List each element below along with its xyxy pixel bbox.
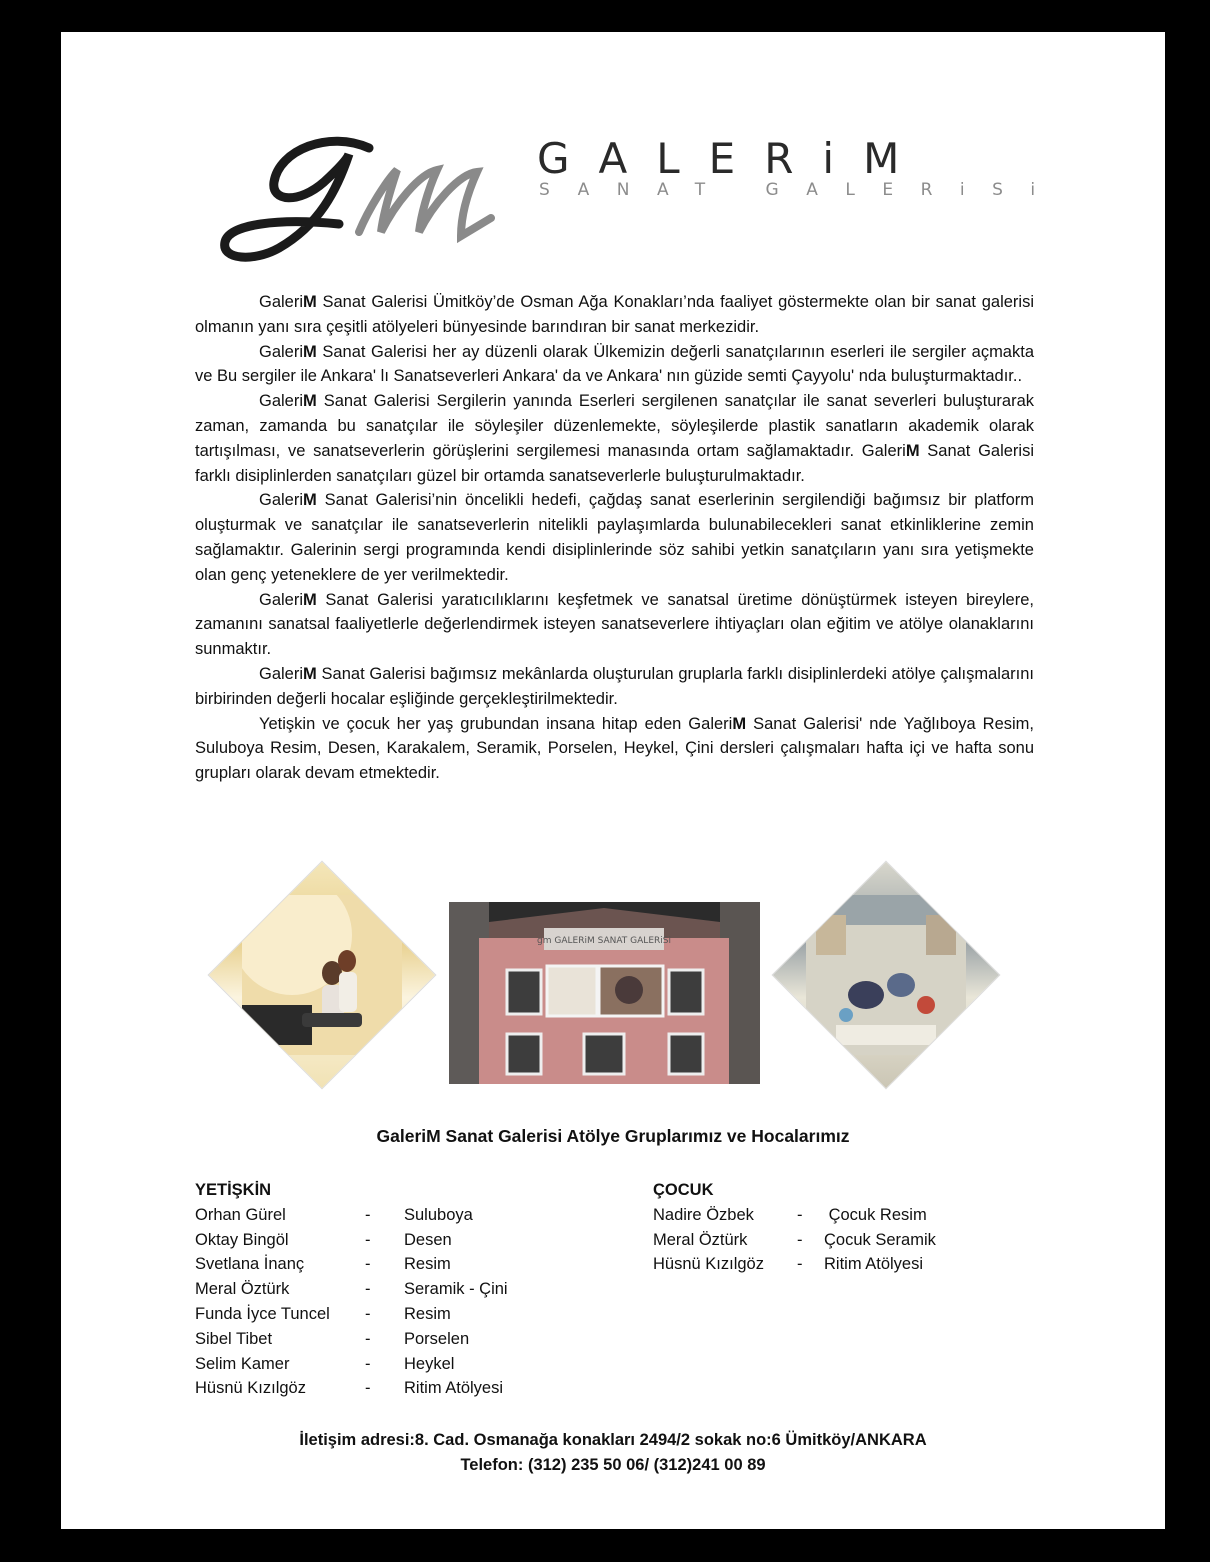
paragraph-text: Galeri — [259, 590, 304, 609]
paragraph — [195, 662, 1034, 712]
paragraph-text: Galeri — [259, 664, 304, 683]
course-name: Ritim Atölyesi — [824, 1255, 924, 1274]
teacher-name: Funda İyce Tuncel — [195, 1304, 330, 1323]
teacher-row — [195, 1302, 604, 1327]
course-name: Ritim Atölyesi — [404, 1379, 504, 1398]
paragraph — [195, 290, 1034, 340]
bold-letter: M — [303, 392, 317, 411]
separator-dash: - — [365, 1304, 371, 1323]
logo-subtitle: SANAT GALERiSi — [539, 180, 1063, 200]
bold-letter: M — [303, 664, 317, 683]
teacher-row — [195, 1327, 604, 1352]
paragraph-text: Sanat Galerisi Sergilerin yanında Eserleri sergilenen sanatçılar ile sanat severleri buluşturarak zaman, zamanda bu sanatçılar ile söyleşiler düzenlemekte, söyleşilerde plastik sanatların akademik olarak tartışılması, ve sanatseverlerin görüşlerini sergilemesi manasında ortam sağlamaktadır. Galeri — [195, 392, 1034, 460]
separator-dash: - — [797, 1205, 803, 1224]
paragraph-text: Sanat Galerisi Ümitköy’de Osman Ağa Konakları’nda faaliyet göstermekte olan bir sanat galerisi olmanın yanı sıra çeşitli atölyeleri bünyesinde barındıran bir sanat merkezidir. — [195, 293, 1034, 336]
paragraph-text: Sanat Galerisi’nin öncelikli hedefi, çağdaş sanat eserlerinin sergilendiği bağımsız bir platform oluşturmak ve sanatçılar ile sanatseverlerin nitelikli paylaşımlarda bulunabilecekleri sanat etkinliklerine zemin sağlamaktır. Galerinin sergi programında kendi disiplinlerinde söz sahibi yetkin sanatçıların yanı sıra yetişmekte olan genç yeteneklere de yer verilmektedir. — [195, 491, 1034, 584]
course-name: Seramik - Çini — [404, 1280, 508, 1299]
separator-dash: - — [365, 1354, 371, 1373]
workshop-photo — [771, 860, 1000, 1089]
teacher-name: Svetlana İnanç — [195, 1255, 305, 1274]
paragraph — [195, 712, 1034, 786]
child-groups — [653, 1178, 1024, 1277]
document-page — [61, 32, 1165, 1529]
teacher-name: Oktay Bingöl — [195, 1230, 289, 1249]
paragraph-text: Sanat Galerisi her ay düzenli olarak Ülkemizin değerli sanatçılarının eserleri ile sergiler açmakta ve Bu sergiler ile Ankara' lı Sanatseverleri Ankara' da ve Ankara' nın güzide semti Çayyolu' nda buluşturmaktadır.. — [195, 342, 1034, 386]
teacher-name: Hüsnü Kızılgöz — [195, 1379, 306, 1398]
adult-groups — [195, 1178, 604, 1401]
description-text — [195, 290, 1034, 786]
teacher-name: Meral Öztürk — [195, 1280, 290, 1299]
workshop-groups-title: GaleriM Sanat Galerisi Atölye Gruplarımız ve Hocalarımız — [376, 1126, 850, 1146]
teacher-row — [195, 1352, 604, 1377]
bold-letter: M — [303, 590, 317, 609]
separator-dash: - — [797, 1230, 803, 1249]
teacher-name: Hüsnü Kızılgöz — [653, 1255, 764, 1274]
bold-letter: M — [905, 441, 920, 460]
course-name: Heykel — [404, 1354, 455, 1373]
gallery-building-photo — [449, 902, 760, 1084]
adult-list — [195, 1203, 604, 1401]
bold-letter: M — [303, 293, 317, 311]
separator-dash: - — [365, 1230, 371, 1249]
contact-info — [61, 1428, 1165, 1477]
separator-dash: - — [365, 1255, 371, 1274]
teacher-name: Orhan Gürel — [195, 1205, 286, 1224]
teacher-name: Nadire Özbek — [653, 1205, 754, 1224]
teacher-row — [195, 1376, 604, 1401]
bold-letter: M — [303, 491, 317, 510]
course-name: Resim — [404, 1255, 451, 1274]
paragraph — [195, 389, 1034, 488]
adult-heading: YETİŞKİN — [195, 1181, 272, 1199]
bold-letter: M — [303, 342, 317, 361]
separator-dash: - — [365, 1329, 371, 1348]
teacher-row — [195, 1252, 604, 1277]
teacher-row — [653, 1252, 1024, 1277]
studio-photo — [207, 860, 436, 1089]
separator-dash: - — [797, 1255, 803, 1274]
course-name: Porselen — [404, 1329, 470, 1348]
paragraph — [195, 488, 1034, 587]
teacher-name: Sibel Tibet — [195, 1329, 273, 1348]
photo-row — [211, 862, 1011, 1092]
contact-phone: Telefon: (312) 235 50 06/ (312)241 00 89 — [460, 1455, 766, 1474]
teacher-row — [195, 1203, 604, 1228]
paragraph-text: Sanat Galerisi bağımsız mekânlarda oluşturulan gruplarla farklı disiplinlerdeki atölye çalışmalarını birbirinden değerli hocalar eşliğinde gerçekleştirilmektedir. — [195, 664, 1034, 708]
teacher-name: Meral Öztürk — [653, 1230, 748, 1249]
child-heading: ÇOCUK — [653, 1181, 714, 1199]
bold-letter: M — [732, 714, 747, 733]
paragraph-text: Sanat Galerisi yaratıcılıklarını keşfetmek ve sanatsal üretime dönüştürmek isteyen bireylere, zamanını sanatsal faaliyetlerle değerlendirmek isteyen sanatseverlere ihtiyaçları olan eğitim ve atölye olanaklarını sunmaktır. — [195, 590, 1034, 659]
paragraph — [195, 340, 1034, 390]
paragraph-text: Galeri — [259, 293, 304, 311]
paragraph-text: Galeri — [259, 491, 304, 510]
course-name: Desen — [404, 1230, 452, 1249]
teacher-row — [653, 1203, 1024, 1228]
course-name: Suluboya — [404, 1205, 473, 1224]
course-name: Çocuk Seramik — [824, 1230, 936, 1249]
contact-address: İletişim adresi:8. Cad. Osmanağa konakları 2494/2 sokak no:6 Ümitköy/ANKARA — [299, 1431, 927, 1449]
teacher-name: Selim Kamer — [195, 1354, 290, 1373]
paragraph-text: Yetişkin ve çocuk her yaş grubundan insana hitap eden Galeri — [259, 714, 733, 733]
paragraph-text: Galeri — [259, 392, 304, 411]
galerim-logo — [219, 120, 1063, 270]
teacher-row — [195, 1277, 604, 1302]
building-sign: gm GALERiM SANAT GALERiSi — [537, 936, 671, 946]
course-name: Çocuk Resim — [824, 1205, 927, 1224]
paragraph-text: Galeri — [259, 342, 304, 361]
paragraph-text: Sanat Galerisi farklı disiplinlerden sanatçıları güzel bir ortamda sanatseverlerle buluşturulmaktadır. — [195, 441, 1035, 485]
paragraph — [195, 588, 1034, 662]
separator-dash: - — [365, 1379, 371, 1398]
separator-dash: - — [365, 1280, 371, 1299]
teacher-row — [653, 1228, 1024, 1253]
paragraph-text: Sanat Galerisi' nde Yağlıboya Resim, Suluboya Resim, Desen, Karakalem, Seramik, Porselen, Heykel, Çini dersleri çalışmaları hafta içi ve hafta sonu grupları olarak devam etmektedir. — [195, 714, 1034, 783]
separator-dash: - — [365, 1205, 371, 1224]
teacher-row — [195, 1228, 604, 1253]
logo-wordmark: GALERiM — [537, 134, 929, 183]
course-name: Resim — [404, 1304, 451, 1323]
child-list — [653, 1203, 1024, 1277]
gm-monogram-logo — [219, 120, 519, 270]
